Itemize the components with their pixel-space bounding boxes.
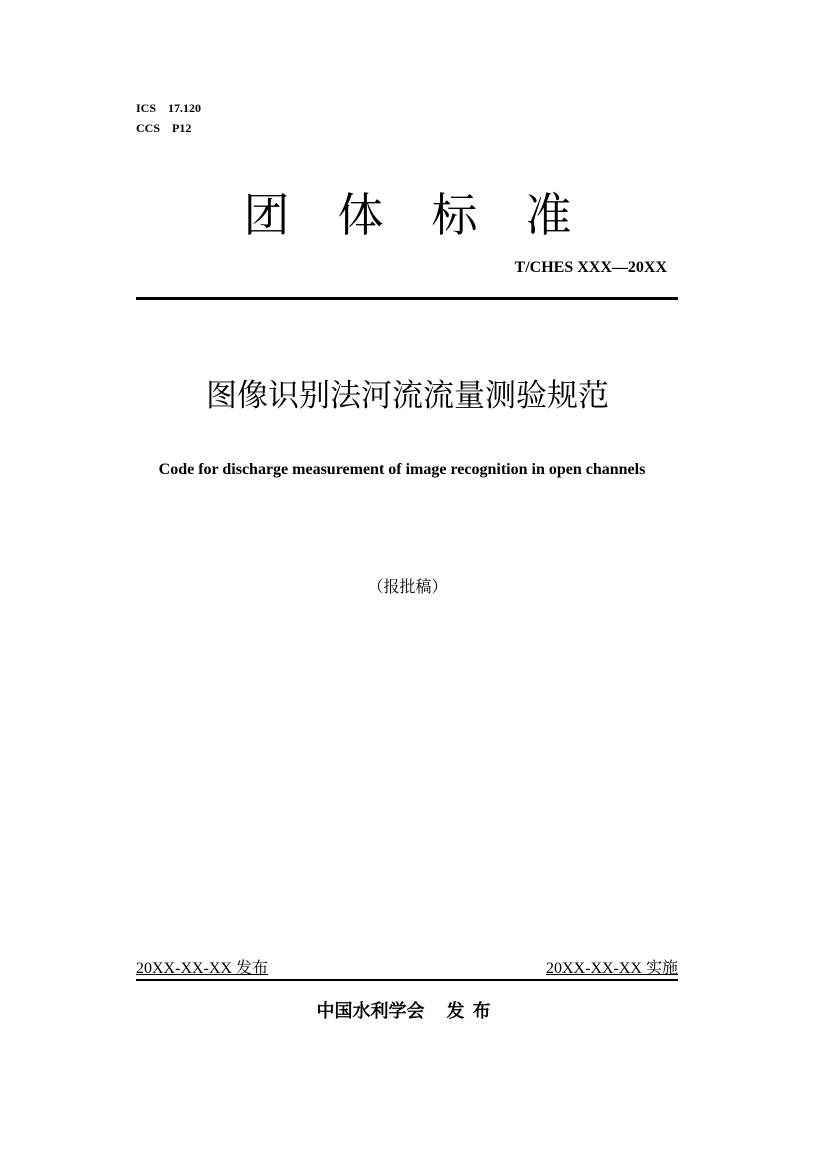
- ics-line: [136, 101, 201, 115]
- title-english: Code for discharge measurement of image recognition in open channels: [158, 461, 646, 478]
- title-chinese: 图像识别法河流流量测验规范: [206, 378, 609, 414]
- draft-status: （报批稿）: [367, 577, 448, 596]
- standard-number: T/CHES XXX—20XX: [514, 259, 667, 276]
- implement-date: 20XX-XX-XX 实施: [546, 960, 678, 977]
- release-date: 20XX-XX-XX 发布: [136, 960, 268, 977]
- publisher: [0, 1000, 815, 1024]
- ics-code: 17.120: [168, 101, 202, 115]
- publisher-org: 中国水利学会: [316, 1001, 425, 1022]
- standard-type-heading: 团体标准: [243, 188, 620, 242]
- footer-divider: [136, 979, 678, 981]
- ccs-label: CCS: [136, 121, 161, 135]
- ccs-code: P12: [172, 121, 192, 135]
- publisher-verb: 发布: [446, 1001, 499, 1022]
- ccs-line: [136, 121, 191, 135]
- header-divider: [136, 297, 678, 300]
- ics-label: ICS: [136, 101, 157, 115]
